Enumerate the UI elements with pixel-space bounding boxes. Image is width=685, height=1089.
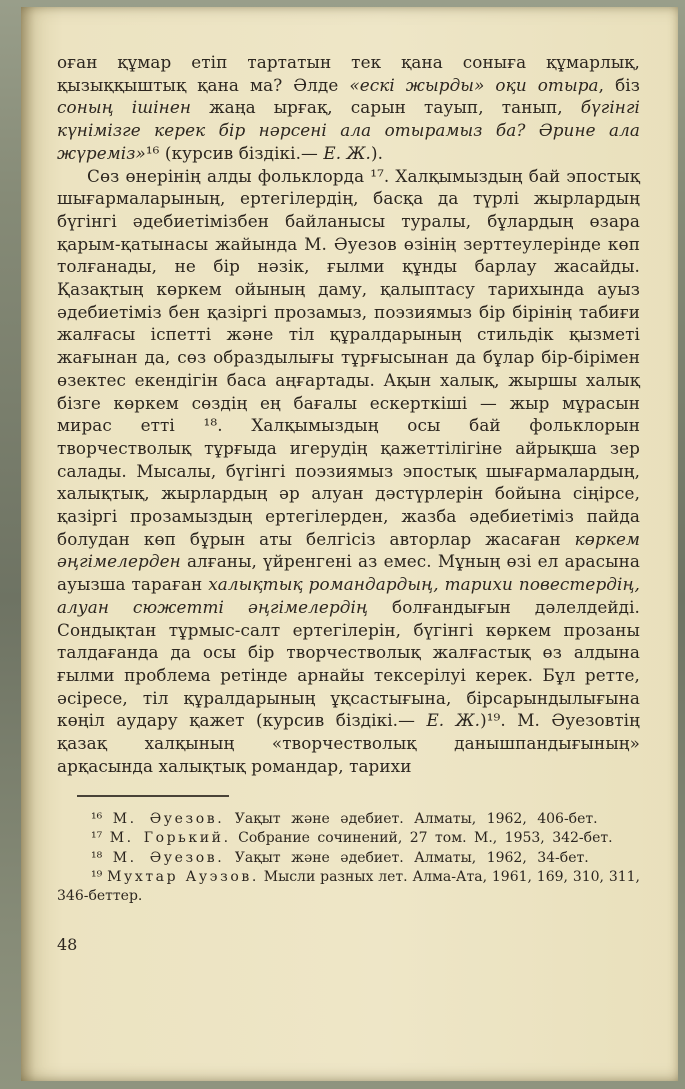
text-segment: болғандығын дәлелдейді. Сондықтан тұрмыс-салт ертегілерін, бүгінгі көркем прозаны талдағанда да осы бір творчестволық жалғастық өз алдына ғылми проблема ретінде арнайы тексерілуі керек. Бұл ретте, әсіресе, тіл құралдарының ұқсастығына, бірсарындылығына көңіл аудару қажет (курсив біздікі.— bbox=[57, 596, 640, 731]
text-segment: халықтық романдардың, тарихи повестердің, алуан сюжетті әңгімелердің bbox=[57, 574, 640, 617]
footnote-separator bbox=[77, 795, 229, 797]
main-text bbox=[21, 7, 678, 778]
text-segment: көркем әңгімелерден bbox=[57, 528, 640, 572]
text-segment: ¹⁹ bbox=[91, 869, 108, 886]
text-segment: Уақыт және әдебиет. Алматы, 1962, 34-бет. bbox=[224, 849, 589, 866]
paragraph bbox=[57, 165, 640, 778]
text-segment: алғаны, үйренгені аз емес. Мұның өзі ел арасына ауызша тараған bbox=[57, 551, 640, 595]
text-segment: «ескі жырды» оқи отыра bbox=[349, 74, 599, 95]
text-segment: Е. Ж. bbox=[426, 710, 481, 731]
text-segment: М. Горький. bbox=[109, 830, 231, 847]
text-segment: соның ішінен bbox=[57, 97, 192, 118]
footnote bbox=[57, 829, 640, 848]
page-number: 48 bbox=[57, 935, 78, 955]
paragraph bbox=[57, 51, 640, 165]
text-segment: ¹⁸ bbox=[91, 849, 113, 866]
text-segment: , біз bbox=[598, 74, 640, 95]
text-segment: )¹⁹. М. Әуезовтің қазақ халқының «творчестволық данышпандығының» арқасында халықтық романдар, тарихи bbox=[57, 710, 640, 776]
text-segment: Сөз өнерінің алды фольклорда ¹⁷. Халқымыздың бай эпостық шығармаларының, ертегілердің, басқа да түрлі жырлардың бүгінгі әдебиетімізбен байланысы туралы, бұлардың өзара қарым-қатынасы жайында М. Әуезов өзінің зерттеулерінде көп толғанады, не бір нәзік, ғылми құнды барлау жасайды. Қазақтың көркем ойының даму, қалыптасу тарихында ауыз әдебиетіміз бен қазіргі прозамыз, поэзиямыз бір бірінің табиғи жалғасы іспетті және тіл құралдарының стильдік қызметі жағынан да, сөз образдылығы тұрғысынан да бұлар бір-бірімен өзектес екендігін баса аңғартады. Ақын халық, жыршы халық бізге көркем сөздің ең бағалы ескерткіші — жыр мұрасын мирас етті ¹⁸. Халқымыздың осы бай фольклорын творчестволық тұрғыда игерудің қажеттілігіне айрықша зер салады. Мысалы, бүгінгі поэзиямыз эпостық шығармалардың, халықтық, жырлардың әр алуан дәстүрлерін бойына сіңірсе, қазіргі прозамыздың ертегілерден, жазба әдебиетіміз пайда болудан көп бұрын аты белгісіз авторлар жасаған bbox=[57, 165, 640, 549]
text-segment: Уақыт және әдебиет. Алматы, 1962, 406-бет. bbox=[224, 810, 598, 827]
text-segment: жаңа ырғақ, сарын тауып, танып, bbox=[191, 97, 581, 118]
text-segment: Мухтар Ауэзов. bbox=[107, 869, 259, 886]
text-segment: оған құмар етіп тартатын тек қана соныға құмарлық, қызыққыштық қана ма? Әлде bbox=[57, 52, 640, 95]
footnote bbox=[57, 868, 640, 905]
text-segment: ¹⁷ bbox=[91, 830, 110, 847]
text-segment: бүгінгі күнімізге керек бір нәрсені ала отырамыз ба? Әрине ала жүреміз» bbox=[57, 97, 640, 163]
footnote bbox=[57, 810, 640, 829]
text-segment: М. Әуезов. bbox=[112, 810, 225, 827]
footnote bbox=[57, 849, 640, 868]
footnotes-list bbox=[21, 810, 678, 906]
text-segment: Собрание сочинений, 27 том. М., 1953, 342-бет. bbox=[230, 830, 613, 847]
text-segment: ¹⁶ (курсив біздікі.— bbox=[145, 142, 324, 163]
text-segment: ¹⁶ bbox=[91, 810, 113, 827]
page-paper bbox=[21, 7, 678, 1081]
text-segment: Е. Ж. bbox=[323, 142, 371, 163]
text-segment: ). bbox=[370, 142, 384, 163]
text-segment: Мысли разных лет. Алма-Ата, 1961, 169, 310, 311, 346-беттер. bbox=[57, 869, 640, 904]
text-segment: М. Әуезов. bbox=[112, 849, 225, 866]
